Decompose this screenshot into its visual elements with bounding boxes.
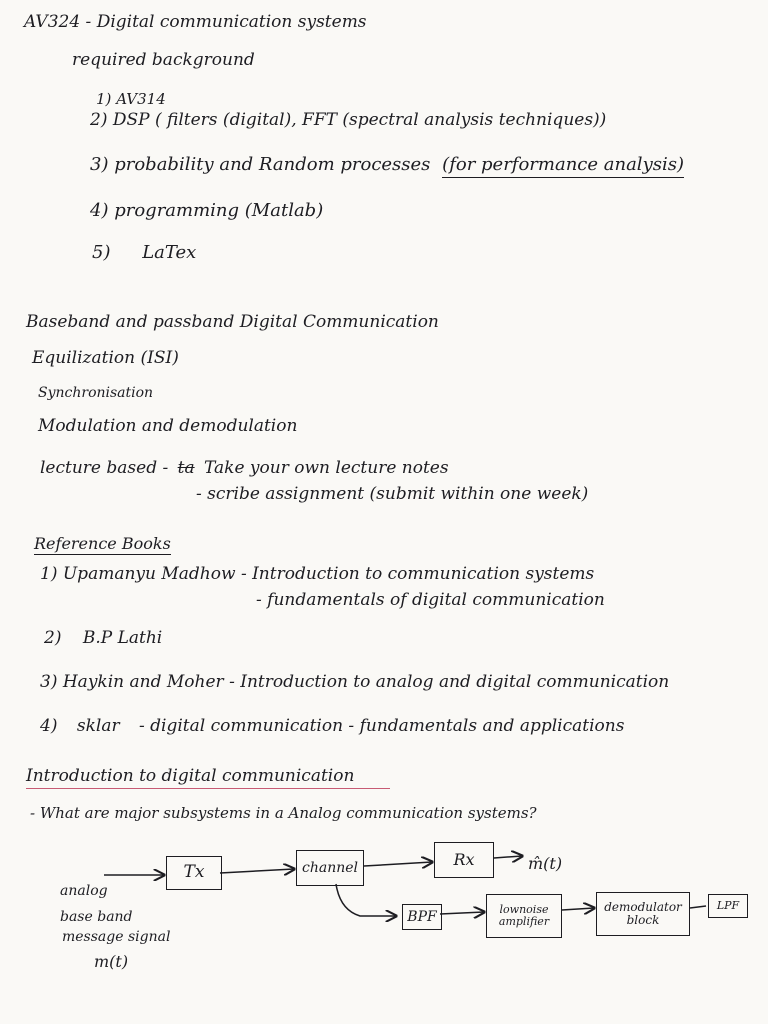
- ref-number: 2): [44, 628, 62, 648]
- list-text: DSP ( filters (digital), FFT (spectral analysis techniques)): [112, 110, 607, 130]
- list-number: 3): [90, 154, 109, 175]
- input-label-line: message signal: [62, 929, 171, 945]
- lecture-text: Take your own lecture notes: [204, 458, 449, 478]
- ref-title: - Introduction to communication systems: [240, 564, 595, 584]
- ref-author: B.P Lathi: [82, 628, 163, 648]
- lecture-label: lecture based -: [40, 458, 169, 478]
- ref-number: 1): [40, 564, 58, 584]
- ref-author: sklar: [76, 716, 120, 736]
- lna-block: lownoise amplifier: [486, 894, 562, 938]
- intro-heading: Introduction to digital communication: [26, 768, 390, 789]
- ref-author: Haykin and Moher: [62, 672, 224, 692]
- demodulator-block: demodulator block: [596, 892, 690, 936]
- tx-block: Tx: [166, 856, 222, 890]
- ref-title: - digital communication - fundamentals and applications: [139, 716, 625, 736]
- input-label-line: analog: [60, 883, 108, 899]
- page-title: AV324 - Digital communication systems: [24, 12, 367, 32]
- lecture-line-2: - scribe assignment (submit within one week): [196, 484, 589, 504]
- list-number: 1): [96, 90, 112, 108]
- output-signal-label: m̂(t): [528, 854, 563, 873]
- rx-block: Rx: [434, 842, 494, 878]
- ref-number: 4): [40, 716, 58, 736]
- lpf-block: LPF: [708, 894, 748, 918]
- input-label-line: m(t): [94, 952, 129, 971]
- channel-block: channel: [296, 850, 364, 886]
- ref-author: Upamanyu Madhow: [62, 564, 236, 584]
- list-note: (for performance analysis): [442, 154, 684, 178]
- list-text: AV314: [116, 90, 166, 108]
- list-number: 5): [92, 242, 111, 263]
- ref-title-2: - fundamentals of digital communication: [256, 590, 605, 610]
- topic-line: Equilization (ISI): [32, 348, 179, 368]
- topic-line: Modulation and demodulation: [38, 416, 298, 436]
- input-label-line: base band: [60, 909, 133, 925]
- list-number: 4): [90, 200, 109, 221]
- intro-question: - What are major subsystems in a Analog communication systems?: [30, 804, 537, 822]
- list-text: LaTex: [142, 242, 197, 263]
- list-text: probability and Random processes: [114, 154, 431, 175]
- references-heading: Reference Books: [34, 534, 171, 553]
- bpf-block: BPF: [402, 904, 442, 930]
- struck-text: ta: [177, 458, 195, 478]
- ref-number: 3): [40, 672, 58, 692]
- list-text: programming (Matlab): [114, 200, 324, 221]
- ref-title: - Introduction to analog and digital communication: [229, 672, 670, 692]
- topic-line: Baseband and passband Digital Communication: [26, 312, 439, 332]
- section-subtitle: required background: [72, 50, 255, 70]
- topic-line: Synchronisation: [38, 385, 154, 401]
- list-number: 2): [90, 110, 108, 130]
